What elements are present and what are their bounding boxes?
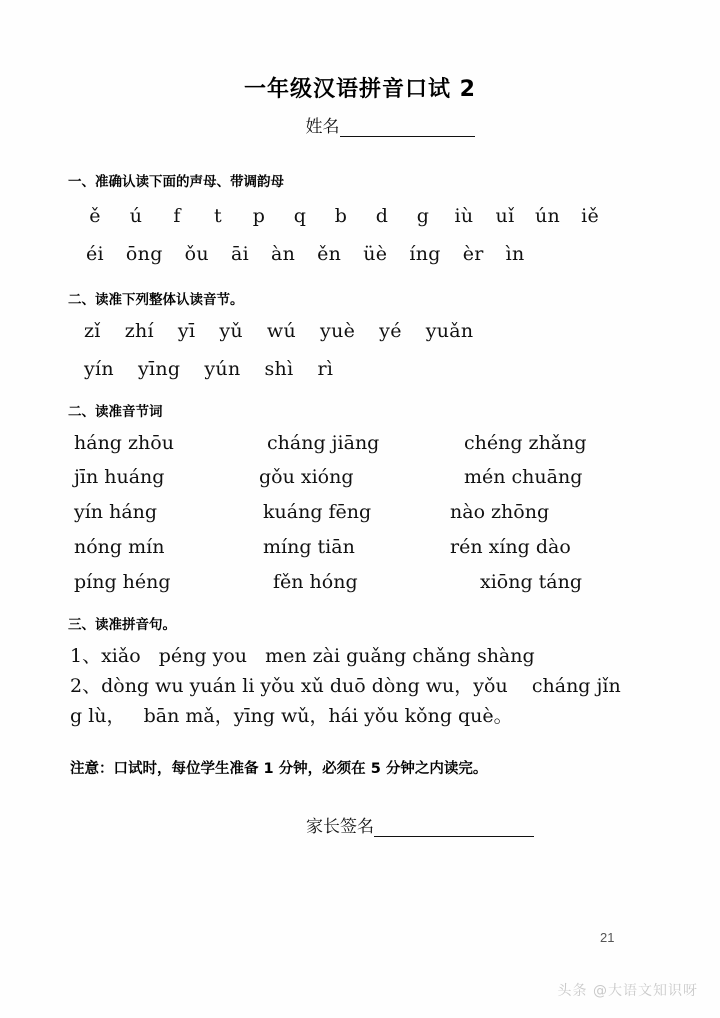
- pinyin-token: yīng: [137, 358, 181, 380]
- word-item: míng tiān: [263, 536, 355, 558]
- pinyin-token: g: [416, 205, 430, 227]
- page-title: 一年级汉语拼音口试 2: [244, 77, 476, 102]
- pinyin-token: wú: [266, 320, 297, 342]
- pinyin-token: āi: [230, 243, 249, 265]
- word-item: píng héng: [74, 571, 171, 593]
- section-1-row-2: [86, 243, 547, 265]
- pinyin-token: üè: [363, 243, 388, 265]
- pinyin-token: zhí: [124, 320, 154, 342]
- pinyin-token: b: [334, 205, 348, 227]
- pinyin-token: d: [375, 205, 389, 227]
- pinyin-token: èr: [462, 243, 484, 265]
- pinyin-token: yuè: [320, 320, 356, 342]
- word-item: fěn hóng: [273, 571, 358, 593]
- section-4-heading: 三、读准拼音句。: [68, 617, 176, 633]
- student-name-row: [0, 112, 720, 137]
- section-1-row-1: [84, 205, 620, 227]
- pinyin-token: ě: [89, 205, 101, 227]
- pinyin-token: iě: [581, 205, 600, 227]
- pinyin-token: ún: [535, 205, 561, 227]
- pinyin-token: iù: [454, 205, 474, 227]
- pinyin-token: q: [293, 205, 307, 227]
- word-item: yín háng: [74, 501, 158, 523]
- pinyin-token: yǔ: [219, 320, 243, 342]
- parent-signature-row: [0, 812, 720, 837]
- pinyin-token: ú: [129, 205, 143, 227]
- word-item: mén chuāng: [464, 466, 583, 488]
- instruction-note: 注意：口试时，每位学生准备 1 分钟，必须在 5 分钟之内读完。: [70, 761, 488, 777]
- pinyin-token: yī: [177, 320, 196, 342]
- student-name-blank[interactable]: [340, 119, 475, 137]
- pinyin-token: yín: [84, 358, 114, 380]
- pinyin-token: ǒu: [184, 243, 209, 265]
- pinyin-token: zǐ: [84, 320, 101, 342]
- pinyin-token: t: [214, 205, 222, 227]
- section-3-heading: 二、读准音节词: [68, 404, 163, 420]
- word-item: háng zhōu: [74, 432, 174, 454]
- pinyin-token: ìn: [505, 243, 525, 265]
- pinyin-token: àn: [270, 243, 296, 265]
- sentence-1: 1、xiǎo péng you men zài guǎng chǎng shàng: [70, 645, 535, 667]
- parent-signature-blank[interactable]: [374, 818, 534, 837]
- parent-signature-label: 家长签名: [306, 817, 374, 837]
- pinyin-token: éi: [86, 243, 104, 265]
- pinyin-token: uǐ: [495, 205, 515, 227]
- word-row: [74, 501, 654, 523]
- watermark: 头条 @大语文知识呀: [557, 983, 698, 999]
- section-2-row-1: [84, 320, 497, 342]
- word-item: cháng jiāng: [267, 432, 380, 454]
- sentence-2-line-1: 2、dòng wu yuán li yǒu xǔ duō dòng wu，yǒu cháng jǐn: [70, 675, 621, 697]
- pinyin-token: yún: [204, 358, 241, 380]
- word-item: gǒu xióng: [259, 466, 354, 488]
- word-item: kuáng fēng: [263, 501, 372, 523]
- page-number: 21: [600, 930, 615, 945]
- word-row: [74, 432, 654, 454]
- section-2-heading: 二、读准下列整体认读音节。: [68, 292, 244, 308]
- pinyin-token: ōng: [125, 243, 163, 265]
- word-row: [74, 466, 654, 488]
- student-name-label: 姓名: [305, 117, 340, 137]
- pinyin-token: p: [252, 205, 266, 227]
- pinyin-token: ěn: [317, 243, 342, 265]
- word-item: nào zhōng: [450, 501, 550, 523]
- pinyin-token: íng: [409, 243, 441, 265]
- word-item: xiōng táng: [480, 571, 583, 593]
- pinyin-token: rì: [317, 358, 334, 380]
- section-1-heading: 一、准确认读下面的声母、带调韵母: [68, 174, 284, 190]
- word-item: nóng mín: [74, 536, 165, 558]
- word-row: [74, 536, 654, 558]
- word-item: jīn huáng: [74, 466, 165, 488]
- section-2-row-2: [84, 358, 357, 380]
- word-row: [74, 571, 654, 593]
- word-item: rén xíng dào: [450, 536, 571, 558]
- word-item: chéng zhǎng: [464, 432, 587, 454]
- pinyin-token: shì: [264, 358, 294, 380]
- pinyin-token: yé: [379, 320, 402, 342]
- pinyin-token: f: [173, 205, 181, 227]
- sentence-2-line-2: g lù， bān mǎ，yīng wǔ，hái yǒu kǒng què。: [70, 705, 513, 727]
- pinyin-token: yuǎn: [425, 320, 474, 342]
